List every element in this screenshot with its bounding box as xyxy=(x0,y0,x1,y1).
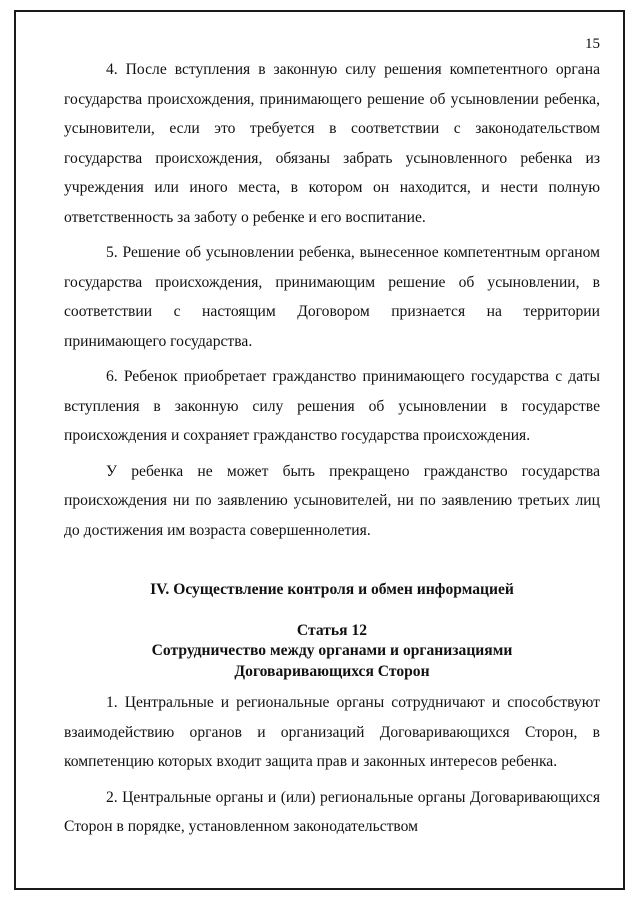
paragraph-6: 6. Ребенок приобретает гражданство принимающего государства с даты вступления в законную силу решения об усыновлении в государстве происхождения и сохраняет гражданство государства происхождения. xyxy=(64,368,600,444)
page-number: 15 xyxy=(585,36,600,52)
article-12-paragraph-1: 1. Центральные и региональные органы сотрудничают и способствуют взаимодействию органов и организаций Договаривающихся Сторон, в компетенцию которых входит защита прав и законных интересов ребенка. xyxy=(64,694,600,770)
article-number: Статья 12 xyxy=(296,621,368,639)
paragraph-5: 5. Решение об усыновлении ребенка, вынесенное компетентным органом государства происхождения, принимающим решение об усыновлении, в соответствии с настоящим Договором признается на территории принимающего государства. xyxy=(64,244,600,350)
article-12-paragraph-2: 2. Центральные органы и (или) региональные органы Договаривающихся Сторон в порядке, установленном законодательством xyxy=(64,788,600,835)
article-title-line-1: Сотрудничество между органами и организациями xyxy=(151,642,513,659)
paragraph-6-continuation: У ребенка не может быть прекращено гражданство государства происхождения ни по заявлению усыновителей, ни по заявлению третьих лиц до достижения им возраста совершеннолетия. xyxy=(64,462,600,539)
section-heading: IV. Осуществление контроля и обмен информацией xyxy=(150,581,514,598)
paragraph-4: 4. После вступления в законную силу решения компетентного органа государства происхождения, принимающего решение об усыновлении ребенка, усыновители, если это требуется в соответствии с законодательством государства происхождения, обязаны забрать усыновленного ребенка из учреждения или иного места, в котором он находится, и нести полную ответственность за заботу о ребенке и его воспитание. xyxy=(64,61,600,226)
article-title-line-2: Договаривающихся Сторон xyxy=(234,662,430,680)
document-page xyxy=(64,0,600,842)
